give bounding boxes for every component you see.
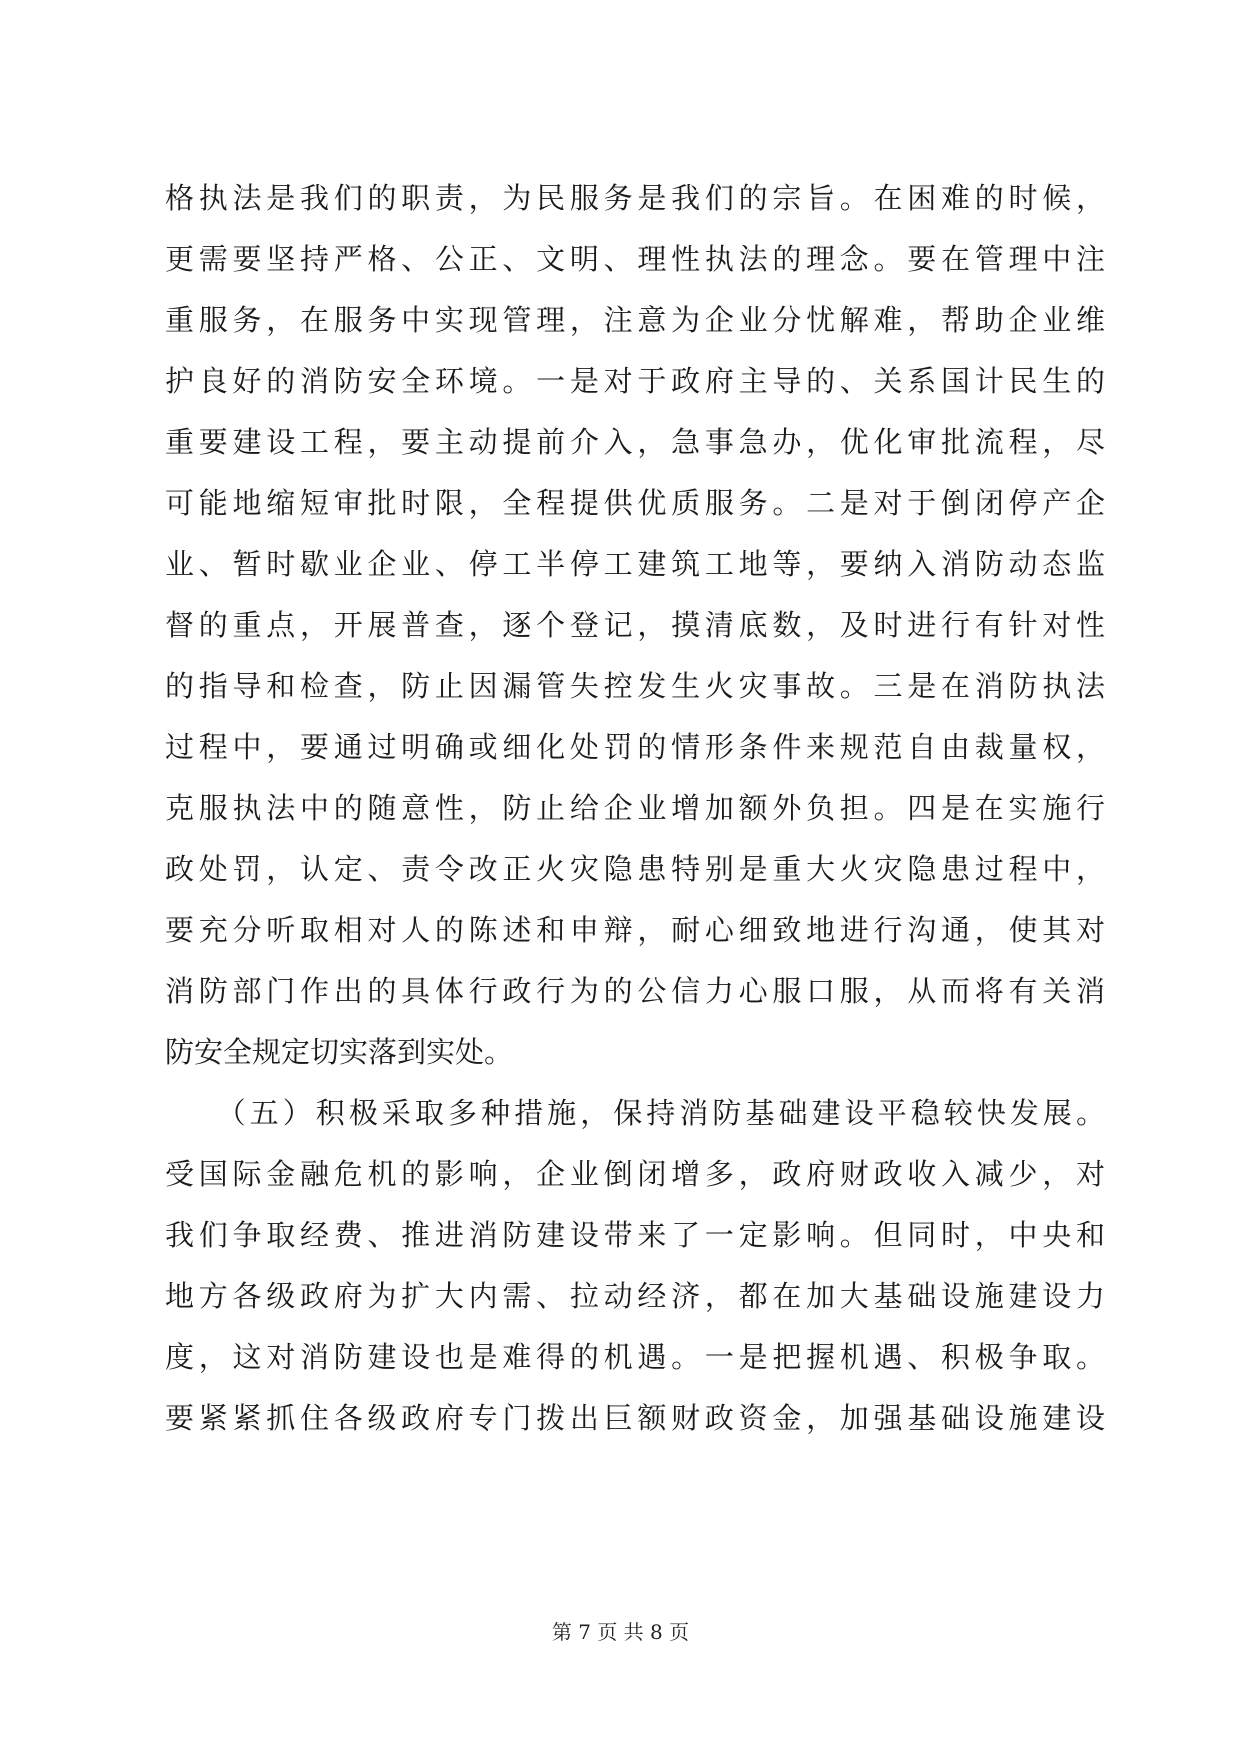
text-line: 我们争取经费、推进消防建设带来了一定影响。但同时，中央和: [165, 1218, 1105, 1252]
text-line: 的指导和检查，防止因漏管失控发生火灾事故。三是在消防执法: [165, 669, 1105, 703]
section-heading-line: （五）积极采取多种措施，保持消防基础建设平稳较快发展。: [165, 1096, 1105, 1130]
text-line: 更需要坚持严格、公正、文明、理性执法的理念。要在管理中注: [165, 242, 1105, 276]
text-line: 督的重点，开展普查，逐个登记，摸清底数，及时进行有针对性: [165, 608, 1105, 642]
text-line: 护良好的消防安全环境。一是对于政府主导的、关系国计民生的: [165, 364, 1105, 398]
page-number-footer: 第 7 页 共 8 页: [551, 1620, 690, 1644]
text-line: 地方各级政府为扩大内需、拉动经济，都在加大基础设施建设力: [165, 1279, 1105, 1313]
text-line: 受国际金融危机的影响，企业倒闭增多，政府财政收入减少，对: [165, 1157, 1105, 1191]
text-line: 重要建设工程，要主动提前介入，急事急办，优化审批流程，尽: [165, 425, 1105, 459]
text-line: 业、暂时歇业企业、停工半停工建筑工地等，要纳入消防动态监: [165, 547, 1105, 581]
text-line: 要充分听取相对人的陈述和申辩，耐心细致地进行沟通，使其对: [165, 913, 1105, 947]
text-line: 过程中，要通过明确或细化处罚的情形条件来规范自由裁量权，: [165, 730, 1105, 764]
text-line: 重服务，在服务中实现管理，注意为企业分忧解难，帮助企业维: [165, 303, 1105, 337]
text-line: 消防部门作出的具体行政行为的公信力心服口服，从而将有关消: [165, 974, 1105, 1008]
text-line: 要紧紧抓住各级政府专门拨出巨额财政资金，加强基础设施建设: [165, 1401, 1105, 1435]
text-line: 度，这对消防建设也是难得的机遇。一是把握机遇、积极争取。: [165, 1340, 1105, 1374]
body-text: [165, 168, 1105, 1449]
text-line: 格执法是我们的职责，为民服务是我们的宗旨。在困难的时候，: [165, 181, 1105, 215]
text-line: 政处罚，认定、责令改正火灾隐患特别是重大火灾隐患过程中，: [165, 852, 1105, 886]
text-line: 克服执法中的随意性，防止给企业增加额外负担。四是在实施行: [165, 791, 1105, 825]
text-line: 防安全规定切实落到实处。: [165, 1035, 514, 1069]
text-line: 可能地缩短审批时限，全程提供优质服务。二是对于倒闭停产企: [165, 486, 1105, 520]
